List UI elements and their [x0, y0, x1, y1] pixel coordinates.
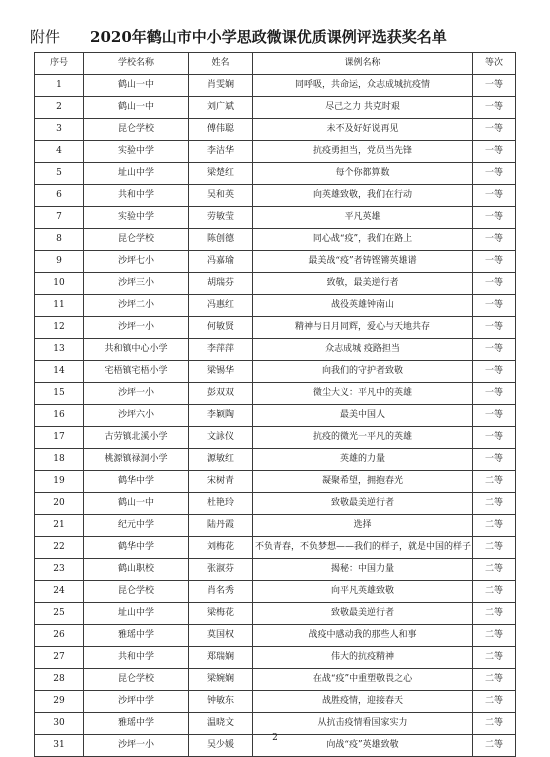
- cell-lesson: 向战“疫”英雄致敬: [253, 735, 473, 757]
- cell-index: 6: [35, 185, 84, 207]
- cell-index: 24: [35, 581, 84, 603]
- cell-school: 昆仑学校: [84, 581, 189, 603]
- cell-name: 文詠仪: [189, 427, 253, 449]
- cell-school: 宅梧镇宅梧小学: [84, 361, 189, 383]
- cell-name: 李颖陶: [189, 405, 253, 427]
- award-table: [34, 52, 516, 757]
- cell-rank: 二等: [473, 625, 516, 647]
- cell-index: 10: [35, 273, 84, 295]
- cell-school: 共和中学: [84, 185, 189, 207]
- column-header: 学校名称: [84, 53, 189, 75]
- cell-index: 12: [35, 317, 84, 339]
- cell-lesson: 众志成城 疫路担当: [253, 339, 473, 361]
- cell-name: 刘梅花: [189, 537, 253, 559]
- table-row: [35, 273, 516, 295]
- cell-school: 古劳镇北溪小学: [84, 427, 189, 449]
- cell-index: 8: [35, 229, 84, 251]
- cell-index: 29: [35, 691, 84, 713]
- cell-rank: 一等: [473, 207, 516, 229]
- cell-school: 沙坪七小: [84, 251, 189, 273]
- cell-name: 陈创德: [189, 229, 253, 251]
- cell-school: 鹤山一中: [84, 493, 189, 515]
- cell-rank: 二等: [473, 493, 516, 515]
- table-row: [35, 581, 516, 603]
- cell-lesson: 向我们的守护者致敬: [253, 361, 473, 383]
- table-row: [35, 317, 516, 339]
- cell-lesson: 致敬，最美逆行者: [253, 273, 473, 295]
- cell-rank: 二等: [473, 559, 516, 581]
- cell-rank: 一等: [473, 251, 516, 273]
- cell-lesson: 选择: [253, 515, 473, 537]
- cell-name: 梁楚红: [189, 163, 253, 185]
- table-row: [35, 119, 516, 141]
- document-title: [30, 26, 510, 48]
- cell-index: 13: [35, 339, 84, 361]
- cell-school: 沙坪一小: [84, 383, 189, 405]
- table-row: [35, 405, 516, 427]
- cell-school: 雅瑶中学: [84, 625, 189, 647]
- cell-rank: 一等: [473, 141, 516, 163]
- cell-school: 沙坪二小: [84, 295, 189, 317]
- table-body: [35, 75, 516, 757]
- cell-rank: 二等: [473, 669, 516, 691]
- cell-lesson: 英雄的力量: [253, 449, 473, 471]
- cell-name: 梁锡华: [189, 361, 253, 383]
- cell-index: 22: [35, 537, 84, 559]
- cell-school: 桃源镇禄洞小学: [84, 449, 189, 471]
- cell-lesson: 最美战“疫”者铸铿锵英雄谱: [253, 251, 473, 273]
- cell-name: 傅伟聪: [189, 119, 253, 141]
- cell-school: 沙坪三小: [84, 273, 189, 295]
- cell-rank: 一等: [473, 295, 516, 317]
- cell-school: 沙坪一小: [84, 735, 189, 757]
- cell-name: 肖雯娴: [189, 75, 253, 97]
- cell-name: 冯惠红: [189, 295, 253, 317]
- cell-rank: 一等: [473, 383, 516, 405]
- cell-name: 吴和英: [189, 185, 253, 207]
- cell-name: 张淑芬: [189, 559, 253, 581]
- cell-lesson: 致敬最美逆行者: [253, 603, 473, 625]
- cell-school: 鹤华中学: [84, 537, 189, 559]
- table-row: [35, 559, 516, 581]
- cell-name: 何敏贤: [189, 317, 253, 339]
- cell-index: 30: [35, 713, 84, 735]
- cell-school: 鹤山一中: [84, 97, 189, 119]
- cell-index: 15: [35, 383, 84, 405]
- cell-school: 纪元中学: [84, 515, 189, 537]
- cell-name: 劳敏莹: [189, 207, 253, 229]
- cell-index: 21: [35, 515, 84, 537]
- table-row: [35, 97, 516, 119]
- cell-index: 2: [35, 97, 84, 119]
- cell-name: 莫国权: [189, 625, 253, 647]
- cell-rank: 一等: [473, 185, 516, 207]
- column-header: 课例名称: [253, 53, 473, 75]
- cell-rank: 一等: [473, 97, 516, 119]
- table-row: [35, 691, 516, 713]
- column-header: 姓名: [189, 53, 253, 75]
- table-row: [35, 647, 516, 669]
- table-row: [35, 515, 516, 537]
- cell-rank: 二等: [473, 471, 516, 493]
- cell-index: 5: [35, 163, 84, 185]
- cell-school: 实验中学: [84, 141, 189, 163]
- cell-index: 4: [35, 141, 84, 163]
- cell-lesson: 不负青春，不负梦想——我们的样子，就是中国的样子: [253, 537, 473, 559]
- cell-rank: 二等: [473, 647, 516, 669]
- cell-school: 沙坪六小: [84, 405, 189, 427]
- cell-name: 彭双双: [189, 383, 253, 405]
- cell-school: 昆仑学校: [84, 119, 189, 141]
- cell-index: 27: [35, 647, 84, 669]
- cell-lesson: 尽己之力 共克时艰: [253, 97, 473, 119]
- cell-rank: 一等: [473, 405, 516, 427]
- cell-index: 18: [35, 449, 84, 471]
- cell-lesson: 同心战“疫”，我们在路上: [253, 229, 473, 251]
- table-row: [35, 185, 516, 207]
- cell-lesson: 未不及好好说再见: [253, 119, 473, 141]
- cell-index: 26: [35, 625, 84, 647]
- cell-rank: 一等: [473, 449, 516, 471]
- cell-lesson: 战胜疫情，迎接春天: [253, 691, 473, 713]
- cell-index: 16: [35, 405, 84, 427]
- table-row: [35, 669, 516, 691]
- cell-index: 11: [35, 295, 84, 317]
- cell-school: 实验中学: [84, 207, 189, 229]
- cell-lesson: 精神与日月同辉，爱心与天地共存: [253, 317, 473, 339]
- cell-index: 3: [35, 119, 84, 141]
- cell-school: 昆仑学校: [84, 669, 189, 691]
- cell-rank: 一等: [473, 75, 516, 97]
- cell-school: 址山中学: [84, 603, 189, 625]
- cell-index: 25: [35, 603, 84, 625]
- page-number: 2: [272, 733, 278, 743]
- cell-index: 23: [35, 559, 84, 581]
- cell-name: 源敏红: [189, 449, 253, 471]
- table-row: [35, 361, 516, 383]
- column-header: 等次: [473, 53, 516, 75]
- cell-rank: 二等: [473, 581, 516, 603]
- cell-lesson: 抗疫勇担当，党员当先锋: [253, 141, 473, 163]
- cell-index: 14: [35, 361, 84, 383]
- cell-rank: 一等: [473, 119, 516, 141]
- cell-rank: 一等: [473, 317, 516, 339]
- cell-index: 31: [35, 735, 84, 757]
- cell-lesson: 向英雄致敬，我们在行动: [253, 185, 473, 207]
- cell-school: 址山中学: [84, 163, 189, 185]
- cell-name: 胡瑞芬: [189, 273, 253, 295]
- table-row: [35, 251, 516, 273]
- cell-rank: 一等: [473, 229, 516, 251]
- cell-name: 钟敏东: [189, 691, 253, 713]
- cell-rank: 一等: [473, 427, 516, 449]
- cell-rank: 二等: [473, 735, 516, 757]
- cell-lesson: 每个你都算数: [253, 163, 473, 185]
- cell-index: 19: [35, 471, 84, 493]
- cell-lesson: 在战“疫”中重塑敬畏之心: [253, 669, 473, 691]
- cell-name: 刘广斌: [189, 97, 253, 119]
- cell-rank: 一等: [473, 273, 516, 295]
- cell-lesson: 战疫中感动我的那些人和事: [253, 625, 473, 647]
- cell-index: 1: [35, 75, 84, 97]
- cell-name: 梁梅花: [189, 603, 253, 625]
- cell-lesson: 平凡英雄: [253, 207, 473, 229]
- table-row: [35, 625, 516, 647]
- table-row: [35, 537, 516, 559]
- cell-name: 梁婉娴: [189, 669, 253, 691]
- cell-index: 7: [35, 207, 84, 229]
- cell-rank: 一等: [473, 339, 516, 361]
- cell-name: 李洁华: [189, 141, 253, 163]
- cell-school: 鹤华中学: [84, 471, 189, 493]
- table-row: [35, 295, 516, 317]
- cell-school: 鹤山职校: [84, 559, 189, 581]
- cell-school: 鹤山一中: [84, 75, 189, 97]
- cell-name: 李萍萍: [189, 339, 253, 361]
- attachment-tag: 附件: [30, 28, 61, 46]
- table-row: [35, 449, 516, 471]
- cell-name: 杜艳玲: [189, 493, 253, 515]
- cell-name: 肖名秀: [189, 581, 253, 603]
- cell-name: 吴少媛: [189, 735, 253, 757]
- cell-school: 沙坪中学: [84, 691, 189, 713]
- cell-school: 昆仑学校: [84, 229, 189, 251]
- table-row: [35, 339, 516, 361]
- cell-school: 共和中学: [84, 647, 189, 669]
- cell-lesson: 微尘大义：平凡中的英雄: [253, 383, 473, 405]
- table-row: [35, 75, 516, 97]
- cell-lesson: 战役英雄钟南山: [253, 295, 473, 317]
- cell-index: 28: [35, 669, 84, 691]
- cell-rank: 一等: [473, 163, 516, 185]
- cell-name: 郑瑞娴: [189, 647, 253, 669]
- cell-lesson: 伟大的抗疫精神: [253, 647, 473, 669]
- cell-rank: 二等: [473, 515, 516, 537]
- cell-rank: 二等: [473, 603, 516, 625]
- cell-lesson: 最美中国人: [253, 405, 473, 427]
- cell-lesson: 向平凡英雄致敬: [253, 581, 473, 603]
- table-row: [35, 207, 516, 229]
- column-header: 序号: [35, 53, 84, 75]
- table-row: [35, 713, 516, 735]
- cell-name: 宋树青: [189, 471, 253, 493]
- table-row: [35, 141, 516, 163]
- table-row: [35, 383, 516, 405]
- cell-lesson: 揭秘：中国力量: [253, 559, 473, 581]
- cell-school: 沙坪一小: [84, 317, 189, 339]
- cell-lesson: 凝聚希望，拥抱春光: [253, 471, 473, 493]
- cell-rank: 二等: [473, 691, 516, 713]
- table-header-row: [35, 53, 516, 75]
- cell-index: 20: [35, 493, 84, 515]
- cell-school: 雅瑶中学: [84, 713, 189, 735]
- table-row: [35, 603, 516, 625]
- cell-rank: 二等: [473, 713, 516, 735]
- table-row: [35, 427, 516, 449]
- cell-index: 9: [35, 251, 84, 273]
- title-text: 2020年鹤山市中小学思政微课优质课例评选获奖名单: [90, 28, 447, 46]
- cell-lesson: 致敬最美逆行者: [253, 493, 473, 515]
- table-row: [35, 493, 516, 515]
- table-row: [35, 229, 516, 251]
- table-row: [35, 471, 516, 493]
- cell-lesson: 同呼吸，共命运，众志成城抗疫情: [253, 75, 473, 97]
- table-row: [35, 163, 516, 185]
- cell-name: 冯嘉瑜: [189, 251, 253, 273]
- cell-index: 17: [35, 427, 84, 449]
- cell-rank: 二等: [473, 537, 516, 559]
- cell-name: 陆丹霞: [189, 515, 253, 537]
- cell-rank: 一等: [473, 361, 516, 383]
- cell-name: 温晓文: [189, 713, 253, 735]
- cell-lesson: 抗疫的微光一平凡的英雄: [253, 427, 473, 449]
- cell-school: 共和镇中心小学: [84, 339, 189, 361]
- cell-lesson: 从抗击疫情看国家实力: [253, 713, 473, 735]
